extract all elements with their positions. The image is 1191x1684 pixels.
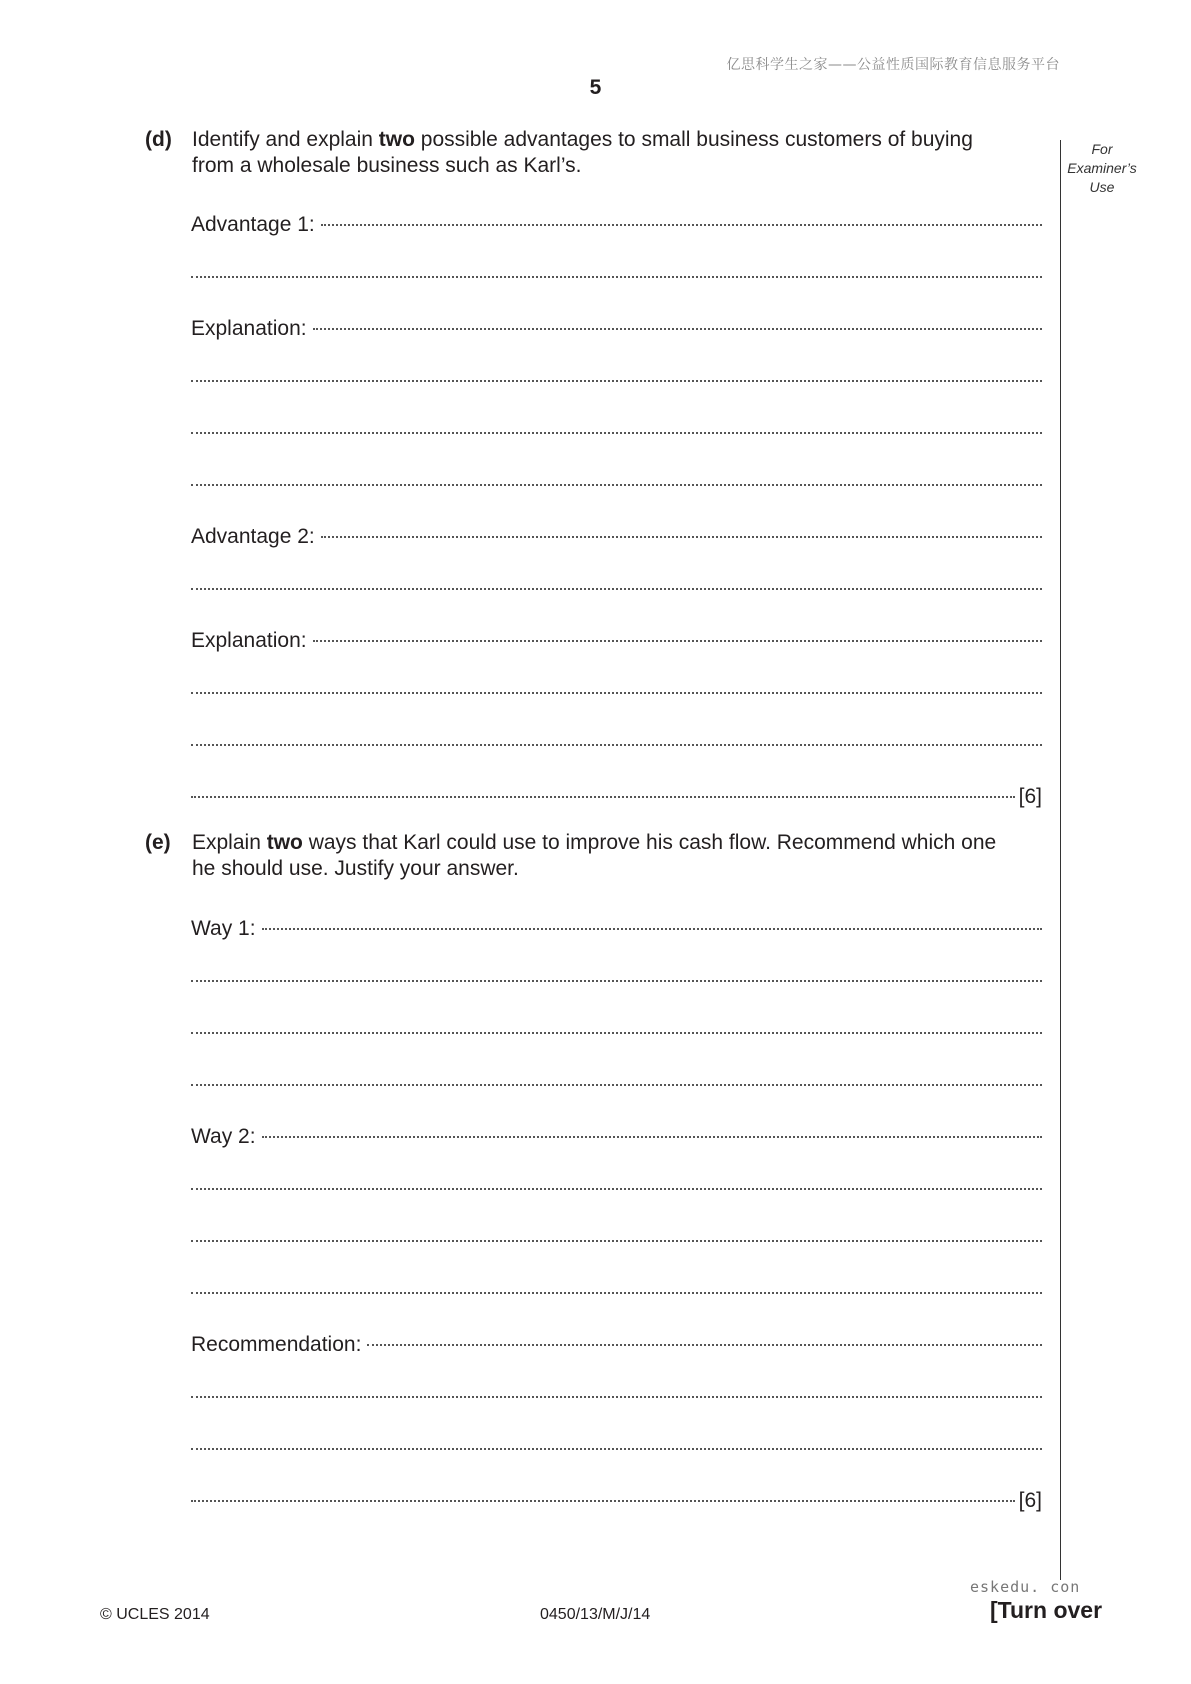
advantage-1-label: Advantage 1:: [191, 213, 315, 236]
dotted-line: [191, 725, 1042, 751]
question-e-bold: two: [266, 831, 303, 854]
dotted-line: [191, 1221, 1042, 1247]
question-d-text-before: Identify and explain: [192, 128, 379, 151]
answer-line[interactable]: [191, 961, 1042, 987]
answer-line-final-e[interactable]: [191, 1481, 1042, 1512]
dotted-line: [191, 1481, 1015, 1507]
dotted-line: [191, 1377, 1042, 1403]
answer-line[interactable]: [191, 569, 1042, 595]
way-2-label: Way 2:: [191, 1125, 256, 1148]
answer-line[interactable]: [191, 1273, 1042, 1299]
footer-paper-code: 0450/13/M/J/14: [540, 1606, 651, 1623]
question-e-text-before: Explain: [192, 831, 267, 854]
answer-line[interactable]: [191, 1065, 1042, 1091]
question-e-label: (e): [145, 831, 171, 854]
answer-line-recommendation[interactable]: [191, 1325, 1042, 1356]
question-d-label: (d): [145, 128, 172, 151]
question-d-marks: [6]: [1018, 785, 1042, 808]
answer-line[interactable]: [191, 257, 1042, 283]
question-d-text-after: possible advantages to small business customers of buying: [414, 128, 973, 151]
answer-line-explanation-2[interactable]: [191, 621, 1042, 652]
dotted-line: [191, 673, 1042, 699]
question-d-line1-text: [192, 127, 973, 153]
recommendation-label: Recommendation:: [191, 1333, 362, 1356]
question-e-line1: [192, 831, 996, 854]
dotted-line: [191, 413, 1042, 439]
question-e-text-after: ways that Karl could use to improve his cash flow. Recommend which one: [302, 831, 997, 854]
question-e-text: [192, 830, 1190, 882]
dotted-line: [191, 361, 1042, 387]
advantage-2-label: Advantage 2:: [191, 525, 315, 548]
dotted-line: [262, 1117, 1042, 1143]
answer-line[interactable]: [191, 1013, 1042, 1039]
dotted-line: [191, 465, 1042, 491]
dotted-line: [191, 1065, 1042, 1091]
header-watermark: 亿思科学生之家——公益性质国际教育信息服务平台: [726, 57, 1060, 73]
way-1-label: Way 1:: [191, 917, 256, 940]
answer-line-explanation-1[interactable]: [191, 309, 1042, 340]
answer-line[interactable]: [191, 673, 1042, 699]
answer-line-advantage-2[interactable]: [191, 517, 1042, 548]
dotted-line: [191, 1169, 1042, 1195]
examiner-line-1: For: [1091, 141, 1113, 157]
answer-line[interactable]: [191, 1377, 1042, 1403]
question-d-line1: [192, 127, 1190, 153]
dotted-line: [191, 1273, 1042, 1299]
dotted-line: [191, 1013, 1042, 1039]
turn-over-label: [Turn over: [990, 1597, 1103, 1623]
answer-line-final-d[interactable]: [191, 777, 1042, 808]
page-number: 5: [589, 76, 602, 99]
footer-copyright: © UCLES 2014: [100, 1606, 210, 1623]
dotted-line: [191, 257, 1042, 283]
question-e-marks: [6]: [1018, 1489, 1042, 1512]
answer-line[interactable]: [191, 725, 1042, 751]
dotted-line: [191, 777, 1015, 803]
dotted-line: [367, 1325, 1042, 1351]
answer-line-way-2[interactable]: [191, 1117, 1042, 1148]
dotted-line: [262, 909, 1042, 935]
answer-line-advantage-1[interactable]: [191, 205, 1042, 236]
explanation-2-label: Explanation:: [191, 629, 307, 652]
answer-line[interactable]: [191, 1429, 1042, 1455]
examiner-line-3: Use: [1089, 179, 1115, 195]
answer-line[interactable]: [191, 413, 1042, 439]
question-d-bold: two: [378, 128, 415, 151]
question-e-line2: he should use. Justify your answer.: [192, 857, 519, 880]
examiner-line-2: Examiner’s: [1067, 160, 1137, 176]
answer-line[interactable]: [191, 361, 1042, 387]
dotted-line: [191, 569, 1042, 595]
dotted-line: [321, 517, 1042, 543]
footer-site-watermark: eskedu. con: [970, 1578, 1081, 1596]
dotted-line: [321, 205, 1042, 231]
question-d-text: [192, 127, 1190, 179]
dotted-line: [313, 621, 1042, 647]
explanation-1-label: Explanation:: [191, 317, 307, 340]
dotted-line: [313, 309, 1042, 335]
answer-line[interactable]: [191, 1169, 1042, 1195]
answer-line[interactable]: [191, 1221, 1042, 1247]
answer-line[interactable]: [191, 465, 1042, 491]
answer-line-way-1[interactable]: [191, 909, 1042, 940]
question-d-line2: from a wholesale business such as Karl’s.: [192, 154, 582, 177]
dotted-line: [191, 1429, 1042, 1455]
dotted-line: [191, 961, 1042, 987]
